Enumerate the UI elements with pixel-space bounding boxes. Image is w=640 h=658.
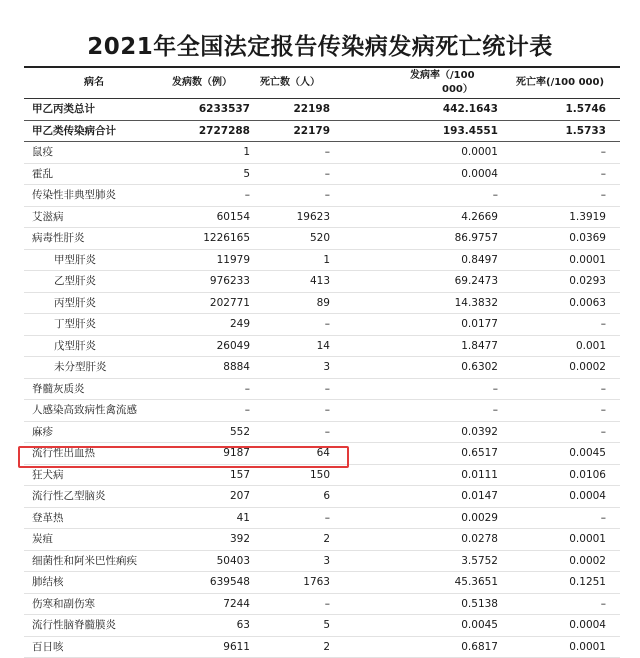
header-incidence-1: 发病率（/100: [410, 69, 475, 83]
table-row: [24, 400, 620, 422]
cell-incidence: 14.3832: [455, 293, 498, 313]
cell-cases: –: [245, 185, 250, 205]
cell-mortality: 0.001: [576, 336, 606, 356]
cell-incidence: 45.3651: [455, 572, 498, 592]
cell-deaths: 64: [317, 443, 330, 463]
cell-deaths: 6: [323, 486, 330, 506]
cell-cases: 60154: [217, 207, 250, 227]
cell-cases: 7244: [223, 594, 250, 614]
cell-cases: 202771: [210, 293, 250, 313]
cell-mortality: 0.0001: [569, 529, 606, 549]
cell-cases: –: [245, 400, 250, 420]
cell-mortality: 0.0063: [569, 293, 606, 313]
cell-name: 传染性非典型肺炎: [32, 185, 116, 205]
cell-cases: 41: [237, 508, 250, 528]
table-row: [24, 207, 620, 229]
table-row: [24, 357, 620, 379]
cell-cases: 249: [230, 314, 250, 334]
cell-mortality: –: [601, 379, 606, 399]
table-row: [24, 615, 620, 637]
table-row: [24, 422, 620, 444]
cell-incidence: 1.8477: [461, 336, 498, 356]
table-row: [24, 185, 620, 207]
cell-deaths: 1: [323, 250, 330, 270]
cell-cases: 11979: [217, 250, 250, 270]
cell-mortality: –: [601, 142, 606, 162]
cell-mortality: –: [601, 164, 606, 184]
cell-deaths: –: [325, 379, 330, 399]
cell-name: 乙型肝炎: [54, 271, 96, 291]
cell-incidence: 0.8497: [461, 250, 498, 270]
disease-table: [24, 66, 620, 658]
cell-incidence: 3.5752: [461, 551, 498, 571]
cell-incidence: 0.6517: [461, 443, 498, 463]
table-row: [24, 121, 620, 143]
cell-incidence: –: [493, 379, 498, 399]
cell-mortality: 0.0002: [569, 357, 606, 377]
cell-incidence: 0.0177: [461, 314, 498, 334]
cell-mortality: 0.0045: [569, 443, 606, 463]
cell-cases: 639548: [210, 572, 250, 592]
cell-incidence: 0.0147: [461, 486, 498, 506]
table-row: [24, 336, 620, 358]
cell-mortality: –: [601, 185, 606, 205]
cell-incidence: 0.0111: [461, 465, 498, 485]
table-row: [24, 572, 620, 594]
cell-incidence: –: [493, 400, 498, 420]
cell-cases: 6233537: [199, 99, 250, 119]
cell-name: 霍乱: [32, 164, 53, 184]
table-row: [24, 508, 620, 530]
cell-cases: 9187: [223, 443, 250, 463]
cell-mortality: –: [601, 314, 606, 334]
cell-deaths: –: [325, 594, 330, 614]
cell-incidence: 0.5138: [461, 594, 498, 614]
cell-name: 细菌性和阿米巴性痢疾: [32, 551, 137, 571]
cell-deaths: 22198: [293, 99, 330, 119]
cell-incidence: 0.0029: [461, 508, 498, 528]
highlight-box: [18, 446, 349, 468]
cell-cases: 1226165: [203, 228, 250, 248]
cell-deaths: 150: [310, 465, 330, 485]
table-row: [24, 529, 620, 551]
cell-deaths: 14: [317, 336, 330, 356]
table-row: [24, 99, 620, 121]
cell-mortality: 0.0004: [569, 486, 606, 506]
cell-cases: 207: [230, 486, 250, 506]
cell-mortality: 1.3919: [569, 207, 606, 227]
cell-deaths: 520: [310, 228, 330, 248]
cell-cases: 552: [230, 422, 250, 442]
table-row: [24, 486, 620, 508]
cell-deaths: –: [325, 185, 330, 205]
header-incidence-2: 000）: [442, 83, 473, 97]
table-row: [24, 379, 620, 401]
cell-name: 肺结核: [32, 572, 64, 592]
cell-mortality: 1.5733: [565, 121, 606, 141]
cell-name: 登革热: [32, 508, 64, 528]
table-row: [24, 250, 620, 272]
page-title: 2021年全国法定报告传染病发病死亡统计表: [0, 30, 640, 64]
cell-cases: 8884: [223, 357, 250, 377]
cell-deaths: 3: [323, 551, 330, 571]
cell-name: 炭疽: [32, 529, 53, 549]
cell-incidence: 0.0004: [461, 164, 498, 184]
cell-name: 未分型肝炎: [54, 357, 107, 377]
cell-mortality: –: [601, 422, 606, 442]
cell-deaths: –: [325, 314, 330, 334]
cell-name: 艾滋病: [32, 207, 64, 227]
cell-mortality: –: [601, 400, 606, 420]
cell-cases: –: [245, 379, 250, 399]
cell-incidence: 0.0392: [461, 422, 498, 442]
cell-deaths: –: [325, 422, 330, 442]
cell-name: 丙型肝炎: [54, 293, 96, 313]
cell-deaths: –: [325, 142, 330, 162]
cell-name: 鼠疫: [32, 142, 53, 162]
cell-name: 麻疹: [32, 422, 53, 442]
cell-name: 人感染高致病性禽流感: [32, 400, 137, 420]
cell-deaths: 2: [323, 529, 330, 549]
cell-deaths: 19623: [297, 207, 330, 227]
cell-mortality: 0.0369: [569, 228, 606, 248]
cell-cases: 5: [243, 164, 250, 184]
cell-name: 流行性出血热: [32, 443, 95, 463]
table-row: [24, 594, 620, 616]
cell-mortality: 0.0293: [569, 271, 606, 291]
header-deaths: 死亡数（人）: [260, 76, 320, 90]
cell-incidence: 4.2669: [461, 207, 498, 227]
cell-incidence: 86.9757: [455, 228, 498, 248]
cell-name: 甲型肝炎: [54, 250, 96, 270]
table-row: [24, 164, 620, 186]
cell-incidence: 0.6817: [461, 637, 498, 657]
cell-mortality: –: [601, 508, 606, 528]
cell-cases: 50403: [217, 551, 250, 571]
cell-mortality: 0.0001: [569, 637, 606, 657]
cell-name: 狂犬病: [32, 465, 64, 485]
cell-incidence: –: [493, 185, 498, 205]
table-row: [24, 293, 620, 315]
cell-name: 百日咳: [32, 637, 64, 657]
cell-cases: 26049: [217, 336, 250, 356]
cell-incidence: 442.1643: [443, 99, 498, 119]
table-row: [24, 637, 620, 658]
cell-mortality: 0.0106: [569, 465, 606, 485]
cell-incidence: 0.0001: [461, 142, 498, 162]
cell-cases: 976233: [210, 271, 250, 291]
cell-name: 甲乙丙类总计: [32, 99, 95, 119]
cell-mortality: 0.1251: [569, 572, 606, 592]
cell-deaths: 22179: [293, 121, 330, 141]
cell-name: 戊型肝炎: [54, 336, 96, 356]
cell-deaths: –: [325, 508, 330, 528]
table-body: [24, 99, 620, 658]
cell-cases: 2727288: [199, 121, 250, 141]
table-row: [24, 142, 620, 164]
header-name: 病名: [84, 76, 104, 90]
cell-name: 病毒性肝炎: [32, 228, 85, 248]
cell-mortality: 0.0004: [569, 615, 606, 635]
cell-deaths: 89: [317, 293, 330, 313]
cell-deaths: –: [325, 164, 330, 184]
cell-incidence: 0.6302: [461, 357, 498, 377]
cell-incidence: 0.0045: [461, 615, 498, 635]
cell-name: 甲乙类传染病合计: [32, 121, 116, 141]
cell-deaths: 5: [323, 615, 330, 635]
cell-cases: 9611: [223, 637, 250, 657]
cell-deaths: 413: [310, 271, 330, 291]
table-header: [24, 68, 620, 99]
cell-mortality: 1.5746: [565, 99, 606, 119]
cell-name: 伤寒和副伤寒: [32, 594, 95, 614]
cell-name: 流行性乙型脑炎: [32, 486, 106, 506]
cell-incidence: 0.0278: [461, 529, 498, 549]
table-row: [24, 314, 620, 336]
cell-name: 流行性脑脊髓膜炎: [32, 615, 116, 635]
cell-deaths: 3: [323, 357, 330, 377]
cell-cases: 63: [237, 615, 250, 635]
header-cases: 发病数（例）: [172, 76, 232, 90]
cell-cases: 1: [243, 142, 250, 162]
cell-mortality: 0.0002: [569, 551, 606, 571]
cell-deaths: 1763: [303, 572, 330, 592]
table-row: [24, 271, 620, 293]
cell-mortality: –: [601, 594, 606, 614]
cell-name: 脊髓灰质炎: [32, 379, 85, 399]
cell-incidence: 69.2473: [455, 271, 498, 291]
cell-name: 丁型肝炎: [54, 314, 96, 334]
cell-mortality: 0.0001: [569, 250, 606, 270]
table-row: [24, 551, 620, 573]
cell-deaths: –: [325, 400, 330, 420]
cell-incidence: 193.4551: [443, 121, 498, 141]
cell-cases: 392: [230, 529, 250, 549]
table-row: [24, 228, 620, 250]
header-mortality: 死亡率(/100 000): [516, 76, 604, 90]
cell-deaths: 2: [323, 637, 330, 657]
cell-cases: 157: [230, 465, 250, 485]
